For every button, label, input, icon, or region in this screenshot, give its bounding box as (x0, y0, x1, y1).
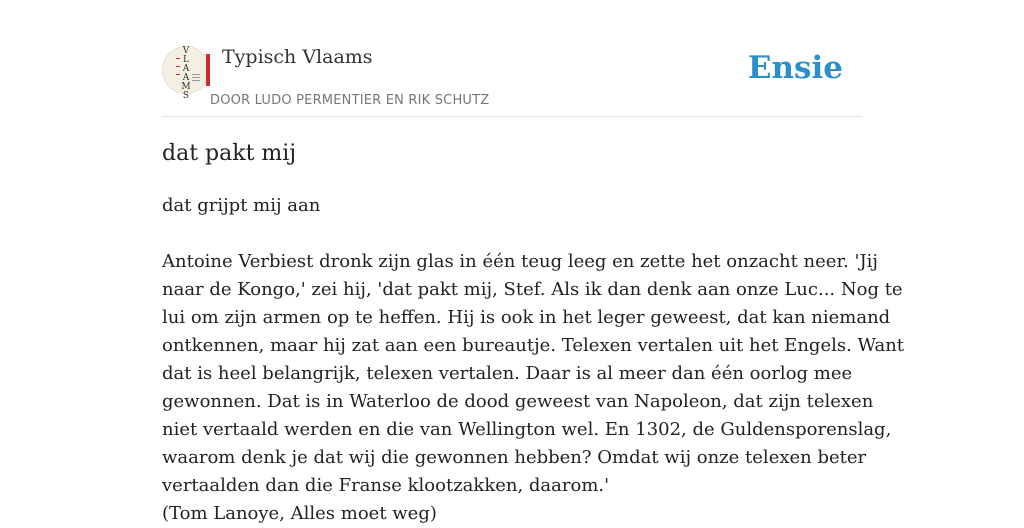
example-line: waarom denk je dat wij die gewonnen hebben? Omdat wij onze telexen beter (162, 447, 867, 468)
ensie-brand-link[interactable]: Ensie (747, 50, 843, 86)
example-line: lui om zijn armen op te heffen. Hij is ook in het leger geweest, dat kan niemand (162, 307, 891, 328)
logo-rule (192, 77, 200, 78)
page (162, 0, 905, 524)
site-logo[interactable] (162, 46, 210, 101)
example-line: Antoine Verbiest dronk zijn glas in één teug leeg en zette het onzacht neer. 'Jij (162, 251, 879, 272)
site-header (162, 0, 862, 117)
example-line: dat is heel belangrijk, telexen vertalen. Daar is al meer dan één oorlog mee (162, 363, 853, 384)
example-line: naar de Kongo,' zei hij, 'dat pakt mij, Stef. Als ik dan denk aan onze Luc... Nog te (162, 279, 903, 300)
example-quote (162, 248, 905, 528)
logo-letter: A (182, 64, 190, 74)
entry-title: dat pakt mij (162, 141, 297, 166)
logo-letter: S (182, 91, 190, 101)
entry-definition: dat grijpt mij aan (162, 195, 321, 216)
example-line: gewonnen. Dat is in Waterloo de dood geweest van Napoleon, dat zijn telexen (162, 391, 874, 412)
example-line: vertaalden dan die Franse klootzakken, daarom.' (162, 475, 610, 496)
author-byline: DOOR LUDO PERMENTIER EN RIK SCHUTZ (210, 93, 490, 108)
example-source: (Tom Lanoye, Alles moet weg) (162, 503, 437, 524)
site-title-link[interactable]: Typisch Vlaams (222, 46, 373, 68)
logo-letter: L (183, 55, 189, 65)
logo-letter: V (182, 46, 190, 56)
logo-rule (192, 74, 200, 75)
example-line: ontkennen, maar hij zat aan een bureautje. Telexen vertalen uit het Engels. Want (162, 335, 905, 356)
logo-rule (192, 80, 200, 81)
example-line: niet vertaald werden en die van Wellington wel. En 1302, de Guldensporenslag, (162, 419, 892, 440)
logo-letter: M (181, 82, 191, 92)
logo-letter: A (182, 73, 190, 83)
